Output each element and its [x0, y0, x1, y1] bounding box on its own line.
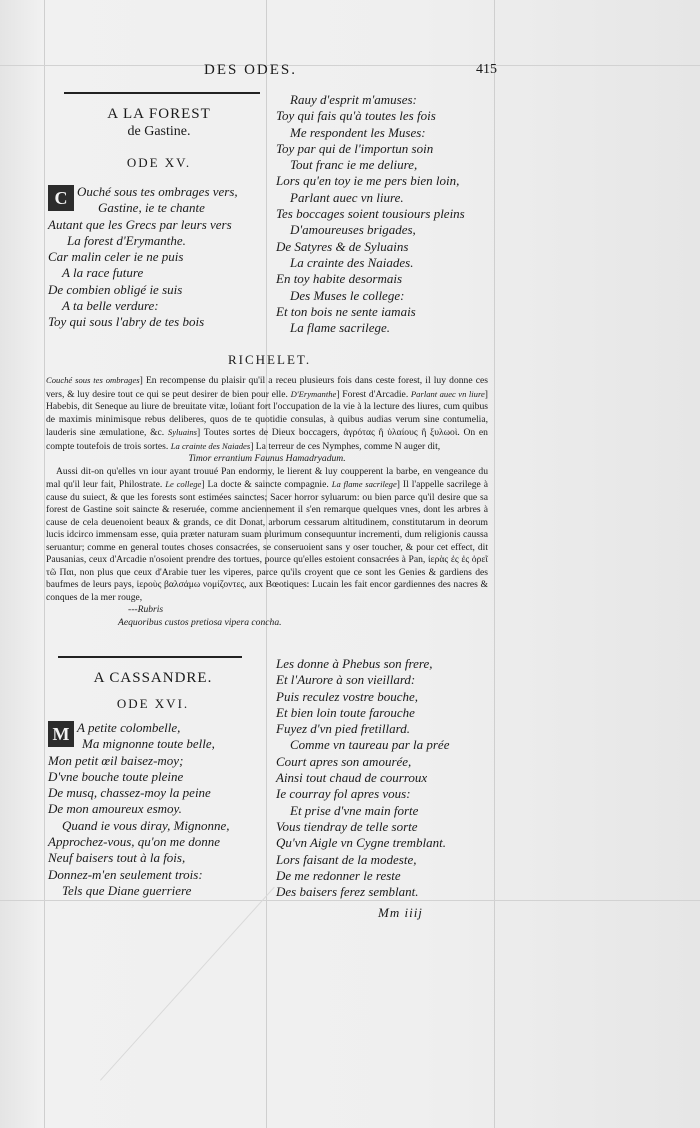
verse-line: Me respondent les Muses: [290, 124, 426, 140]
verse-line: Toy qui sous l'abry de tes bois [48, 314, 205, 330]
lemma: D'Erymanthe [290, 388, 337, 399]
verse-line: Lors qu'en toy ie me pers bien loin, [276, 173, 460, 189]
commentary-heading: RICHELET. [228, 352, 312, 367]
verse-line: Neuf baisers tout à la fois, [48, 850, 186, 866]
lemma: La crainte des Naiades [170, 440, 251, 451]
page-crease [100, 887, 275, 1081]
verse-line: Comme vn taureau par la prée [290, 737, 450, 753]
ode-title: A CASSANDRE. [93, 670, 213, 686]
verse-line: La crainte des Naiades. [290, 254, 414, 270]
ode-subtitle: de Gastine. [127, 124, 191, 139]
latin-quotation: Timor errantium Faunus Hamadryadum. [188, 453, 346, 464]
verse-line: Approchez-vous, qu'on me donne [48, 834, 220, 850]
latin-quotation: ---Rubris [128, 604, 164, 615]
dropcap-initial: M [48, 721, 74, 747]
ode-number: ODE XV. [126, 155, 192, 170]
verse-line: Autant que les Grecs par leurs vers [48, 216, 232, 232]
commentary-block [46, 374, 488, 629]
verse-line: Ainsi tout chaud de courroux [276, 770, 428, 786]
verse-line: Gastine, ie te chante [98, 200, 205, 216]
verse-line: D'amoureuses brigades, [290, 222, 416, 238]
verse-line: Toy qui fais qu'à toutes les fois [276, 108, 436, 124]
ode-title: A LA FOREST [107, 106, 211, 122]
lemma: Couché sous tes ombrages [46, 375, 140, 385]
scan-guide-line [494, 0, 495, 1128]
scan-guide-line [0, 65, 700, 66]
verse-line: Lors faisant de la modeste, [276, 851, 417, 867]
scan-guide-line [44, 0, 45, 1128]
verse-line: Ie courray fol apres vous: [276, 786, 411, 802]
verse-line: D'vne bouche toute pleine [48, 768, 184, 784]
verse-line: Tels que Diane guerriere [62, 882, 192, 898]
verse-line: De combien obligé ie suis [48, 281, 183, 297]
verse-line: A ta belle verdure: [62, 298, 159, 314]
verse-line: Vous tiendray de telle sorte [276, 818, 418, 834]
verse-line: A la race future [62, 265, 144, 281]
verse-line: La flame sacrilege. [290, 320, 391, 336]
verse-line: Fuyez d'vn pied fretillard. [276, 721, 410, 737]
verse-line: Car malin celer ie ne puis [48, 249, 184, 265]
verse-line: De musq, chassez-moy la peine [48, 785, 211, 801]
verse-line: Les donne à Phebus son frere, [276, 656, 433, 671]
ode-number: ODE XVI. [116, 696, 190, 711]
section-rule [58, 656, 242, 658]
verse-line: Tes boccages soient tousiours pleins [276, 206, 465, 222]
running-head: DES ODES. [204, 62, 298, 78]
verse-line: Des Muses le college: [290, 287, 405, 303]
verse-line: La forest d'Erymanthe. [67, 232, 186, 248]
verse-line: Mon petit œil baisez-moy; [48, 752, 184, 768]
verse-line: Quand ie vous diray, Mignonne, [62, 817, 230, 833]
verse-line: Rauy d'esprit m'amuses: [290, 92, 417, 107]
ode15-stanza-left [48, 184, 263, 331]
dropcap-initial: C [48, 185, 74, 211]
commentary-paragraph: Aussi dit-on qu'elles vn iour ayant trouué Pan endormy, le lierent & luy coupperent la barbe, en vengeance du mal qu'il leur fait, Philostrate. Le college] La docte & saincte compagnie. La flame sacrilege] Il l'appelle sacrilege à cause du suiect, & que les forests sont estimées sainctes; Sacer horror syluarum: ou bien parce qu'il desire que sa forest de Gastine soit saincte & reseruée, comme anciennement il s'en remarque quelques vnes, dont les arbres à cause de cela deuenoient beaux & grands, ce dit Donat, arborum cessarum altitudinem, constitutarum in deorum lucis idcirco immensam esse, quia præter naturam suam plurimum consequuntur incrementi, dum religionis caussa seruantur; comme en general toutes choses consacrées, se conseruoient sans y oser toucher, & pour cet effect, dit Pausanias, ceux d'Arcadie n'osoient prendre des tortues, pource qu'elles estoient consacrées à Pan, ἱερὰς ἐς ἐς ὀρεῖ τῶ Παι, non plus que ceux d'Arabie tuer les viperes, parce qu'ils croyent que ce sont les Genies & gardiens des baufmes de leurs pays, ἱεροὺς βαλσάμω νομίζοντες, aux Bœotiques: Lucain les fait encor gardiennes des nacres & conques de la mer rouge, [46, 465, 489, 603]
section-rule [64, 92, 260, 94]
ode16-stanza-left [48, 720, 263, 899]
verse-line: En toy habite desormais [276, 271, 403, 287]
lemma: Syluains [167, 427, 198, 437]
ode15-stanza-right [276, 92, 491, 336]
signature-mark: Mm iiij [378, 905, 423, 920]
verse-line: Et ton bois ne sente iamais [276, 303, 416, 319]
verse-line: Et prise d'vne main forte [290, 802, 419, 818]
verse-line: Ma mignonne toute belle, [82, 736, 215, 752]
page-number: 415 [476, 62, 497, 77]
verse-line: M A petite colombelle, [48, 720, 263, 736]
verse-line: Puis reculez vostre bouche, [276, 688, 418, 704]
verse-line: Parlant auec vn liure. [290, 189, 404, 205]
verse-line: Tout franc ie me deliure, [290, 157, 418, 173]
verse-line: De Satyres & de Syluains [276, 238, 409, 254]
lemma: La flame sacrilege [331, 479, 397, 489]
verse-line: De mon amoureux esmoy. [48, 801, 182, 817]
lemma: Le college [165, 479, 202, 489]
verse-line: Toy par qui de l'importun soin [276, 140, 434, 156]
lemma: Parlant auec vn liure [410, 388, 485, 399]
verse-line: Des baisers ferez semblant. [276, 884, 419, 900]
verse-line: C Ouché sous tes ombrages vers, [48, 184, 263, 200]
commentary-paragraph: Couché sous tes ombrages] En recompense du plaisir qu'il a receu plusieurs fois dans ceste forest, il luy donne ces vers, & luy desire tout ce qui se peut desirer de bien pour elle. D'Erymanthe] Forest d'Arcadie. Parlant auec vn liure] Habebis, dit Seneque au liure de breuitate vitæ, loüant fort l'occupation de la vie à la lecture des liures, cum quibus de maximis minimisque rebus deliberes, quos de te quotidie consulas, à quibus audias verum sine contumelia, lauderis sine æmulatione, &c. Syluains] Toutes sortes de Dieux boccagers, ἀγρότας ἢ ὑλαίους ἢ ξυλωοὶ. On en compte toutefois de trois sortes. La crainte des Naiades] La terreur de ces Nymphes, comme N auger dit, [46, 375, 488, 452]
verse-line: Qu'vn Aigle vn Cygne tremblant. [276, 835, 446, 851]
ode16-stanza-right [276, 656, 491, 900]
latin-quotation: Aequoribus custos pretiosa vipera concha. [118, 616, 282, 628]
verse-line: Et bien loin toute farouche [276, 704, 415, 720]
verse-line: Donnez-m'en seulement trois: [48, 866, 203, 882]
verse-line: Et l'Aurore à son vieillard: [276, 672, 416, 688]
verse-line: De me redonner le reste [276, 867, 401, 883]
verse-line: Court apres son amourée, [276, 753, 412, 769]
